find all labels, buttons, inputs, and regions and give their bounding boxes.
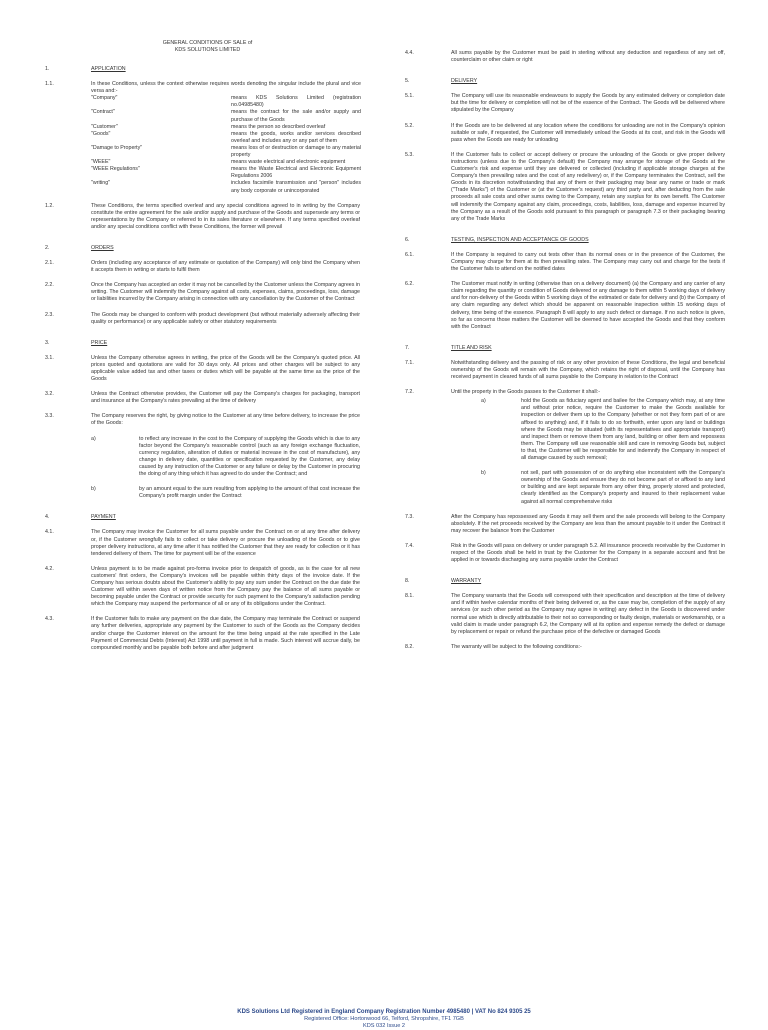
clause-text: All sums payable by the Customer must be paid in sterling without any deduction and regardless of any set off, counterclaim or other claim or right (451, 50, 725, 64)
section-application (45, 66, 360, 73)
clause-2-2 (45, 282, 360, 303)
clause-number: 6.2. (405, 281, 414, 288)
clause-text: These Conditions, the terms specified overleaf and any special conditions agreed to in writing by the Company constitute the entire agreement for the sale and/or supply and purchase of the Goods and supersede any terms or representations by the Company or referred to in its sales literature or elsewhere. If any terms specified overleaf and/or any special conditions conflict with these Conditions, the former will prevail (91, 202, 360, 230)
section-heading: APPLICATION (91, 66, 126, 72)
clause-text: The Company will use its reasonable endeavours to supply the Goods by any estimated delivery or completion date but the time for delivery or completion will not be of the essence of the Contract. The Goods will be delivered where stipulated by the Company (451, 93, 725, 114)
clause-text: If the Customer fails to collect or accept delivery or procure the unloading of the Goods or give proper delivery instructions (unless due to the Company's default) the Company may arrange for storage of the Goods at the Customer's risk and expense until they are delivered or collected (including if applicable storage charges at the Company's then prevailing rates and the cost of any redelivery) or, if the Company terminates the Contract, sell the Goods in its discretion notwithstanding that any of them or their packaging may bear any name or trade or mark ("Trade Marks") of the Customer or (at the Customer's request) any third party and, after deducting from the sale proceeds all sale costs and other sums owing to the Company, retain any surplus for its own benefit. The Customer will indemnify the Company against any claim, proceedings, costs, liabilities, loss, damage and expense incurred by the Company as a result of the Goods sold pursuant to this paragraph or paragraph 7.3 or their packaging bearing any of the Trade Marks (451, 151, 725, 222)
clause-number: 4.2. (45, 565, 54, 572)
definition-term: "WEEE Regulations" (91, 166, 140, 173)
clause-7-3 (405, 514, 725, 535)
clause-text: Once the Company has accepted an order it may not be cancelled by the Customer unless the Company agrees in writing. The Customer will indemnify the Company against all costs, expenses, claims, proceedings, loss, damage or liabilities incurred by the Company arising in connection with any cancellation by the Customer of the Contract (91, 282, 360, 303)
clause-text: The Customer must notify in writing (otherwise than on a delivery document) (a) the Company and any carrier of any claim regarding the quantity or condition of Goods delivered or any damage to them within 5 working days of delivery and for non-delivery of the Goods within 5 working days of the estimated or date for delivery and (b) the Company of any claim regarding any defect which should be apparent on reasonable inspection within 15 working days of delivery, time being of the essence. Paragraph 8 will apply to any such defect or damage. If no such notice is given, so far as concerns those matters the Customer will be deemed to have accepted the Goods and that they conform with the Contract (451, 281, 725, 330)
clause-text: If the Company is required to carry out tests other than its normal ones or in the presence of the Customer, the Company may charge for them at its then prevailing rates. The Company may carry out and charge for the tests if the Customer fails to attend on the notified dates (451, 251, 725, 273)
definition-term: "Company" (91, 95, 118, 102)
clause-number: 5.3. (405, 151, 414, 158)
clause-number: 1.2. (45, 202, 54, 209)
clause-5-3 (405, 152, 725, 223)
clause-number: 2.3. (45, 311, 54, 318)
title-line-1: GENERAL CONDITIONS OF SALE of (162, 40, 253, 46)
definition-item (91, 109, 361, 123)
clause-1-1 (45, 81, 360, 195)
clause-number: 3.1. (45, 354, 54, 361)
section-number: 2. (45, 244, 50, 251)
clause-2-3 (45, 312, 360, 326)
clause-3-3 (45, 413, 360, 427)
definition-meaning: means loss of or destruction or damage to any material property (231, 144, 361, 159)
definitions-list (91, 95, 361, 194)
clause-4-1 (45, 529, 360, 557)
clause-text: After the Company has repossessed any Goods it may sell them and the sale proceeds will belong to the Company absolutely. If the net proceeds received by the Company are less than the amount payable to it under the Contract it may recover the balance from the Customer (451, 513, 725, 534)
definition-meaning: means the person so described overleaf (231, 123, 326, 130)
definition-item (91, 145, 361, 159)
section-heading: PRICE (91, 339, 108, 346)
definition-item (91, 159, 361, 166)
clause-number: 6.1. (405, 251, 414, 258)
subclause-letter: a) (481, 398, 486, 405)
subclause-7-2-a (405, 398, 725, 462)
clause-6-2 (405, 281, 725, 331)
footer-registered-office: Registered Office: Hortonwood 66, Telford, Shropshire, TF1 7GB (304, 1016, 464, 1022)
right-column (405, 50, 725, 651)
subclause-3-3-b (45, 486, 360, 500)
definition-meaning: means KDS Solutions Limited (registration no.04985480) (231, 95, 361, 109)
clause-text: Risk in the Goods will pass on delivery or under paragraph 5.2. All insurance proceeds receivable by the Customer in respect of the Goods shall be held in trust by the Customer for the Company in a separate account and first be applied in or towards discharging any sums payable under the Contract (451, 542, 725, 564)
clause-4-4 (405, 50, 725, 64)
subclause-text: to reflect any increase in the cost to the Company of supplying the Goods which is due to any factor beyond the Company's reasonable control (such as any foreign exchange fluctuation, currency regulation, alteration of duties or material increase in the cost of manufacture), any change in delivery date, quantities or specification requested by the Customer, any delay caused by any instruction of the Customer or any failure or delay by the Customer in procuring the doing of any thing which it has agreed to do under the Contract; and (139, 435, 360, 478)
clause-5-1 (405, 93, 725, 114)
definition-term: "WEEE" (91, 159, 111, 166)
section-number: 7. (405, 344, 410, 351)
clause-text: The Company reserves the right, by giving notice to the Customer at any time before delivery, to increase the price of the Goods: (91, 413, 360, 427)
section-payment (45, 514, 360, 521)
subclause-text: not sell, part with possession of or do anything else inconsistent with the Company's ownership of the Goods and ensure they do not become part of or affixed to any land or building and are kept separate from any other thing, properly stored and protected, clearly identified as the Company's property and insured to their replacement value against all normal comprehensive risks (521, 470, 725, 505)
definition-term: "Contract" (91, 109, 115, 116)
clause-7-2 (405, 389, 725, 396)
clause-4-3 (45, 616, 360, 651)
clause-text: Until the property in the Goods passes to the Customer it shall:- (451, 389, 600, 396)
definition-meaning: means the contract for the sale and/or supply and purchase of the Goods (231, 109, 361, 123)
clause-4-2 (45, 566, 360, 609)
subclause-text: by an amount equal to the sum resulting from applying to the amount of that cost increase the Company's profit margin under the Contract (139, 486, 360, 500)
definition-term: "Goods" (91, 130, 111, 137)
section-heading: DELIVERY (451, 78, 478, 85)
definition-item (91, 180, 361, 194)
section-warranty (405, 578, 725, 585)
section-title-and-risk (405, 345, 725, 352)
clause-text: In these Conditions, unless the context otherwise requires words denoting the singular include the plural and vice versa and:- (91, 81, 361, 95)
clause-number: 4.1. (45, 529, 54, 536)
section-orders (45, 245, 360, 252)
section-number: 1. (45, 66, 50, 72)
clause-text: Unless the Company otherwise agrees in writing, the price of the Goods will be the Company's quoted price. All prices quoted and quotations are valid for 30 days only. All prices and other charges will be subject to any applicable value added tax and other taxes or duties which will be payable at the same time as the price of the Goods (91, 354, 360, 383)
subclause-7-2-b (405, 470, 725, 505)
clause-5-2 (405, 123, 725, 144)
definition-item (91, 166, 361, 180)
clause-number: 1.1. (45, 81, 54, 88)
section-number: 4. (45, 514, 50, 521)
clause-7-1 (405, 360, 725, 381)
section-testing (405, 237, 725, 244)
left-column (45, 40, 360, 652)
section-heading: WARRANTY (451, 578, 482, 585)
footer-document-issue: KDS 032 Issue 2 (363, 1023, 405, 1029)
clause-number: 7.2. (405, 389, 414, 396)
clause-8-2 (405, 644, 725, 651)
definition-term: "writing" (91, 180, 111, 187)
clause-text: Unless the Contract otherwise provides, the Customer will pay the Company's charges for packaging, transport and insurance at the Company's rates prevailing at the time of delivery (91, 391, 360, 405)
clause-text: If the Customer fails to make any payment on the due date, the Company may terminate the Contract or suspend any further deliveries, appropriate any payment by the Customer to such of the Goods as the Company decides and/or charge the Customer interest on the amount for the time being unpaid at the rate specified in the Late Payment of Commercial Debts (Interest) Act 1998 until payment in full is made. Such interest will accrue daily, be compounded monthly and be payable both before and after judgment (91, 616, 360, 651)
clause-number: 7.3. (405, 513, 414, 520)
footer-company-registration: KDS Solutions Ltd Registered in England Company Registration Number 4985480 | VAT No 824 9305 25 (237, 1009, 531, 1015)
subclause-text: hold the Goods as fiduciary agent and bailee for the Company which may, at any time and without prior notice, require the Customer to make the Goods available for inspection or deliver them up to the Company (whether or not they form part of or are affixed to anything) and, if it fails to do so forthwith, enter upon any land or buildings where the Goods may be situated (with its representatives and appropriate transport) and inspect them or remove them from any land, building or other item and repossess them. The Company will use reasonable skill and care in removing Goods but, subject to that, the Customer will be responsible for and indemnify the Company in respect of all damage caused by such removal; (521, 398, 725, 462)
clause-number: 4.4. (405, 50, 414, 56)
clause-number: 3.3. (45, 413, 54, 420)
clause-number: 7.1. (405, 359, 414, 366)
clause-text: Notwithstanding delivery and the passing of risk or any other provision of these Conditions, the legal and beneficial ownership of the Goods will remain with the Company, which retains the right of disposal, until the Company has received payment in cleared funds of all sums payable to the Company in relation to the Contract (451, 359, 725, 381)
definition-term: "Customer" (91, 123, 118, 130)
clause-2-1 (45, 260, 360, 274)
clause-number: 2.2. (45, 282, 54, 289)
subclause-letter: b) (91, 486, 96, 493)
clause-text: The Goods may be changed to conform with product development (but without materially adversely affecting their quality or performance) or any applicable safety or other statutory requirements (91, 311, 360, 325)
clause-number: 2.1. (45, 260, 54, 267)
clause-text: The warranty will be subject to the following conditions:- (451, 643, 582, 650)
section-delivery (405, 78, 725, 85)
clause-text: Unless payment is to be made against pro-forma invoice prior to despatch of goods, as is the case for all new customers' first orders, the Company's invoices will be payable within thirty days of the invoice date. If the Company has serious doubts about the Customer's ability to pay any sum under the Contract on the due date the Customer will within seven days of written notice from the Company pay the balance of all sums payable or becoming payable under the Contract or provide security for such payment to the Company's satisfaction pending which the Company may suspend the performance of all or any of its obligations under the Contract. (91, 565, 360, 608)
clause-text: The Company may invoice the Customer for all sums payable under the Contract on or at any time after delivery or, if the Customer wrongfully fails to collect or take delivery or procure the unloading of the Goods or to give proper delivery instructions, at any time after it has notified the Customer that they are ready for collection or it has tendered delivery of them. The time for payment will be of the essence (91, 529, 360, 557)
clause-number: 5.1. (405, 93, 414, 100)
definition-item (91, 131, 361, 145)
definition-meaning: includes facsimile transmission and "person" includes any body corporate or unincorporated (231, 180, 361, 194)
definition-meaning: means waste electrical and electronic equipment (231, 159, 346, 166)
clause-6-1 (405, 252, 725, 273)
definition-item (91, 124, 361, 131)
definition-item (91, 95, 361, 109)
clause-number: 8.1. (405, 593, 414, 600)
page-footer (0, 1008, 768, 1030)
clause-text: Orders (including any acceptance of any estimate or quotation of the Company) will only bind the Company when it accepts them in writing or starts to fulfil them (91, 260, 360, 274)
section-heading: ORDERS (91, 244, 114, 251)
section-heading: PAYMENT (91, 514, 116, 521)
clause-text: The Company warrants that the Goods will correspond with their specification and description at the time of delivery and if within twelve calendar months of their being delivered or, as the case may be, completion of the supply of any services (or such other period as the Company may agree in writing) any defect in the Goods is discovered under normal use which is directly attributable to their not so corresponding or faulty design, materials or workmanship, or a valid claim is made under paragraph 6.2, the Company will at its option and expense remedy the defect or damage by replacement or repair or refund the purchase price of the defective or damaged Goods (451, 593, 725, 635)
document-title (45, 40, 360, 54)
clause-1-2 (45, 203, 360, 231)
clause-number: 8.2. (405, 643, 414, 650)
section-number: 6. (405, 236, 410, 243)
clause-7-4 (405, 543, 725, 564)
clause-number: 5.2. (405, 122, 414, 129)
definition-term: "Damage to Property" (91, 144, 143, 151)
subclause-letter: b) (481, 470, 486, 477)
subclause-3-3-a (45, 436, 360, 479)
clause-8-1 (405, 593, 725, 636)
clause-number: 3.2. (45, 391, 54, 398)
section-heading: TITLE AND RISK (451, 344, 492, 351)
clause-number: 4.3. (45, 616, 54, 623)
section-number: 5. (405, 78, 410, 85)
section-number: 3. (45, 339, 50, 346)
clause-number: 7.4. (405, 542, 414, 549)
title-line-2: KDS SOLUTIONS LIMITED (174, 47, 241, 53)
section-price (45, 340, 360, 347)
section-heading: TESTING, INSPECTION AND ACCEPTANCE OF GOODS (451, 236, 589, 243)
subclause-letter: a) (91, 435, 96, 442)
clause-3-1 (45, 355, 360, 383)
clause-3-2 (45, 391, 360, 405)
definition-meaning: means the goods, works and/or services described overleaf and includes any or any part of them (231, 130, 361, 144)
section-number: 8. (405, 578, 410, 585)
clause-text: If the Goods are to be delivered at any location where the conditions for unloading are not in the Company's opinion suitable or safe, if requested, the Customer will immediately unload the Goods at its cost, and risk in the Goods will pass when the Goods are ready for unloading (451, 122, 725, 143)
definition-meaning: means the Waste Electrical and Electronic Equipment Regulations 2006 (231, 166, 361, 180)
